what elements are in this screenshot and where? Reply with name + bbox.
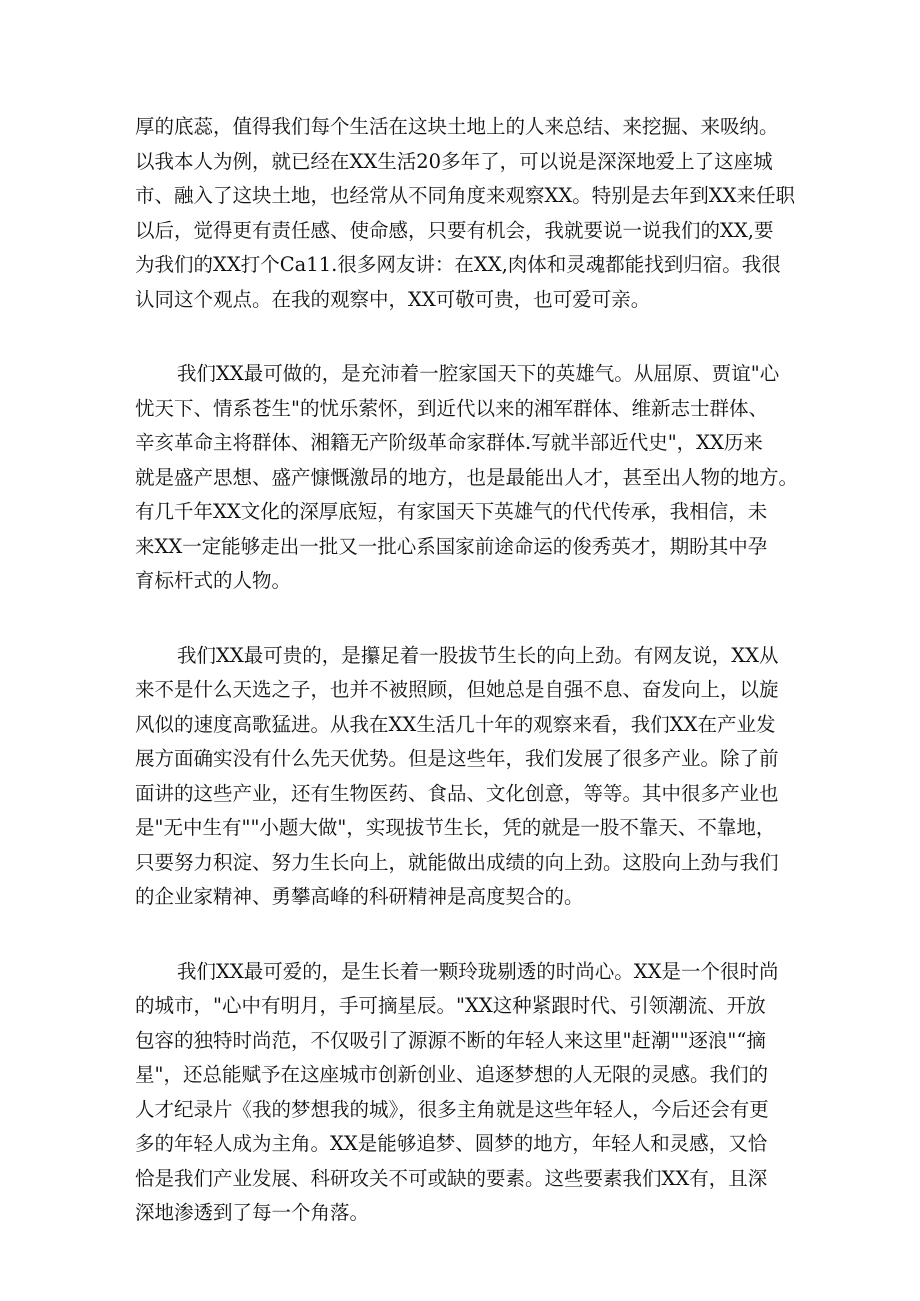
text-line: 市、融入了这块土地，也经常从不同角度来观察XX。特别是去年到XX来任职 (135, 184, 796, 207)
text-line: 多的年轻人成为主角。XX是能够追梦、圆梦的地方，年轻人和灵感，又恰 (135, 1132, 768, 1155)
text-line: 就是盛产思想、盛产慷慨激昂的地方，也是最能出人才，甚至出人物的地方。 (135, 465, 799, 489)
text-line: 面讲的这些产业，还有生物医药、食品、文化创意，等等。其中很多产业也 (135, 781, 779, 805)
paragraph-1 (135, 110, 795, 317)
text-line: 认同这个观点。在我的观察中，XX可敬可贵，也可爱可亲。 (135, 287, 651, 311)
paragraph-4 (135, 955, 795, 1231)
text-line: 我们XX最可贵的，是攥足着一股拔节生长的向上劲。有网友说，XX从 (177, 643, 779, 667)
text-line: 我们XX最可做的，是充沛着一腔家国天下的英雄气。从屈原、贾谊"心 (177, 362, 780, 385)
text-line: 来不是什么天选之子，也并不被照顾，但她总是自强不息、奋发向上，以旋 (135, 678, 779, 701)
text-line: 展方面确实没有什么先天优势。但是这些年，我们发展了很多产业。除了前 (135, 747, 779, 770)
text-line: 只要努力积淀、努力生长向上，就能做出成绩的向上劲。这股向上劲与我们 (135, 850, 779, 874)
text-line: 人才纪录片《我的梦想我的城》，很多主角就是这些年轻人，今后还会有更 (135, 1097, 769, 1121)
text-line: 忧天下、情系苍生"的忧乐萦怀，到近代以来的湘军群体、维新志士群体、 (135, 396, 768, 420)
text-line: 有几千年XX文化的深厚底短，有家国天下英雄气的代代传承，我相信，未 (135, 500, 768, 523)
text-line: 辛亥革命主将群体、湘籍无产阶级革命家群体.写就半部近代史"，XX历来 (135, 431, 763, 454)
text-line: 包容的独特时尚范，不仅吸引了源源不断的年轻人来这里"赶潮""逐浪"“摘 (135, 1028, 766, 1052)
paragraph-2 (135, 357, 799, 599)
text-line: 厚的底蕊，值得我们每个生活在这块土地上的人来总结、来挖掘、来吸纳。 (135, 115, 779, 138)
text-line: 以后，觉得更有责任感、使命感，只要有机会，我就要说一说我们的XX,要 (135, 218, 774, 242)
text-line: 是"无中生有""小题大做"，实现拔节生长，凭的就是一股不靠天、不靠地， (135, 816, 776, 839)
text-line: 星"，还总能赋予在这座城市创新创业、追逐梦想的人无限的灵感。我们的 (135, 1063, 768, 1086)
document-body (135, 110, 799, 1271)
text-line: 来XX一定能够走出一批又一批心系国家前途命运的俊秀英才，期盼其中孕 (135, 534, 768, 558)
text-line: 的企业家精神、勇攀高峰的科研精神是高度契合的。 (135, 885, 584, 908)
text-line: 深地渗透到了每一个角落。 (135, 1201, 370, 1224)
text-line: 的城市，"心中有明月，手可摘星辰。"XX这种紧跟时代、引领潮流、开放 (135, 994, 766, 1017)
text-line: 为我们的XX打个Ca11.很多网友讲：在XX,肉体和灵魂都能找到归宿。我很 (135, 253, 781, 276)
text-line: 育标杆式的人物。 (135, 569, 292, 592)
text-line: 我们XX最可爱的，是生长着一颗玲珑剔透的时尚心。XX是一个很时尚 (177, 959, 779, 983)
text-line: 风似的速度高歌猛进。从我在XX生活几十年的观察来看，我们XX在产业发 (135, 712, 776, 736)
paragraph-3 (135, 639, 795, 915)
text-line: 以我本人为例，就已经在XX生活20多年了，可以说是深深地爱上了这座城 (135, 149, 773, 173)
text-line: 恰是我们产业发展、科研攻关不可或缺的要素。这些要素我们XX有，且深 (135, 1166, 768, 1190)
